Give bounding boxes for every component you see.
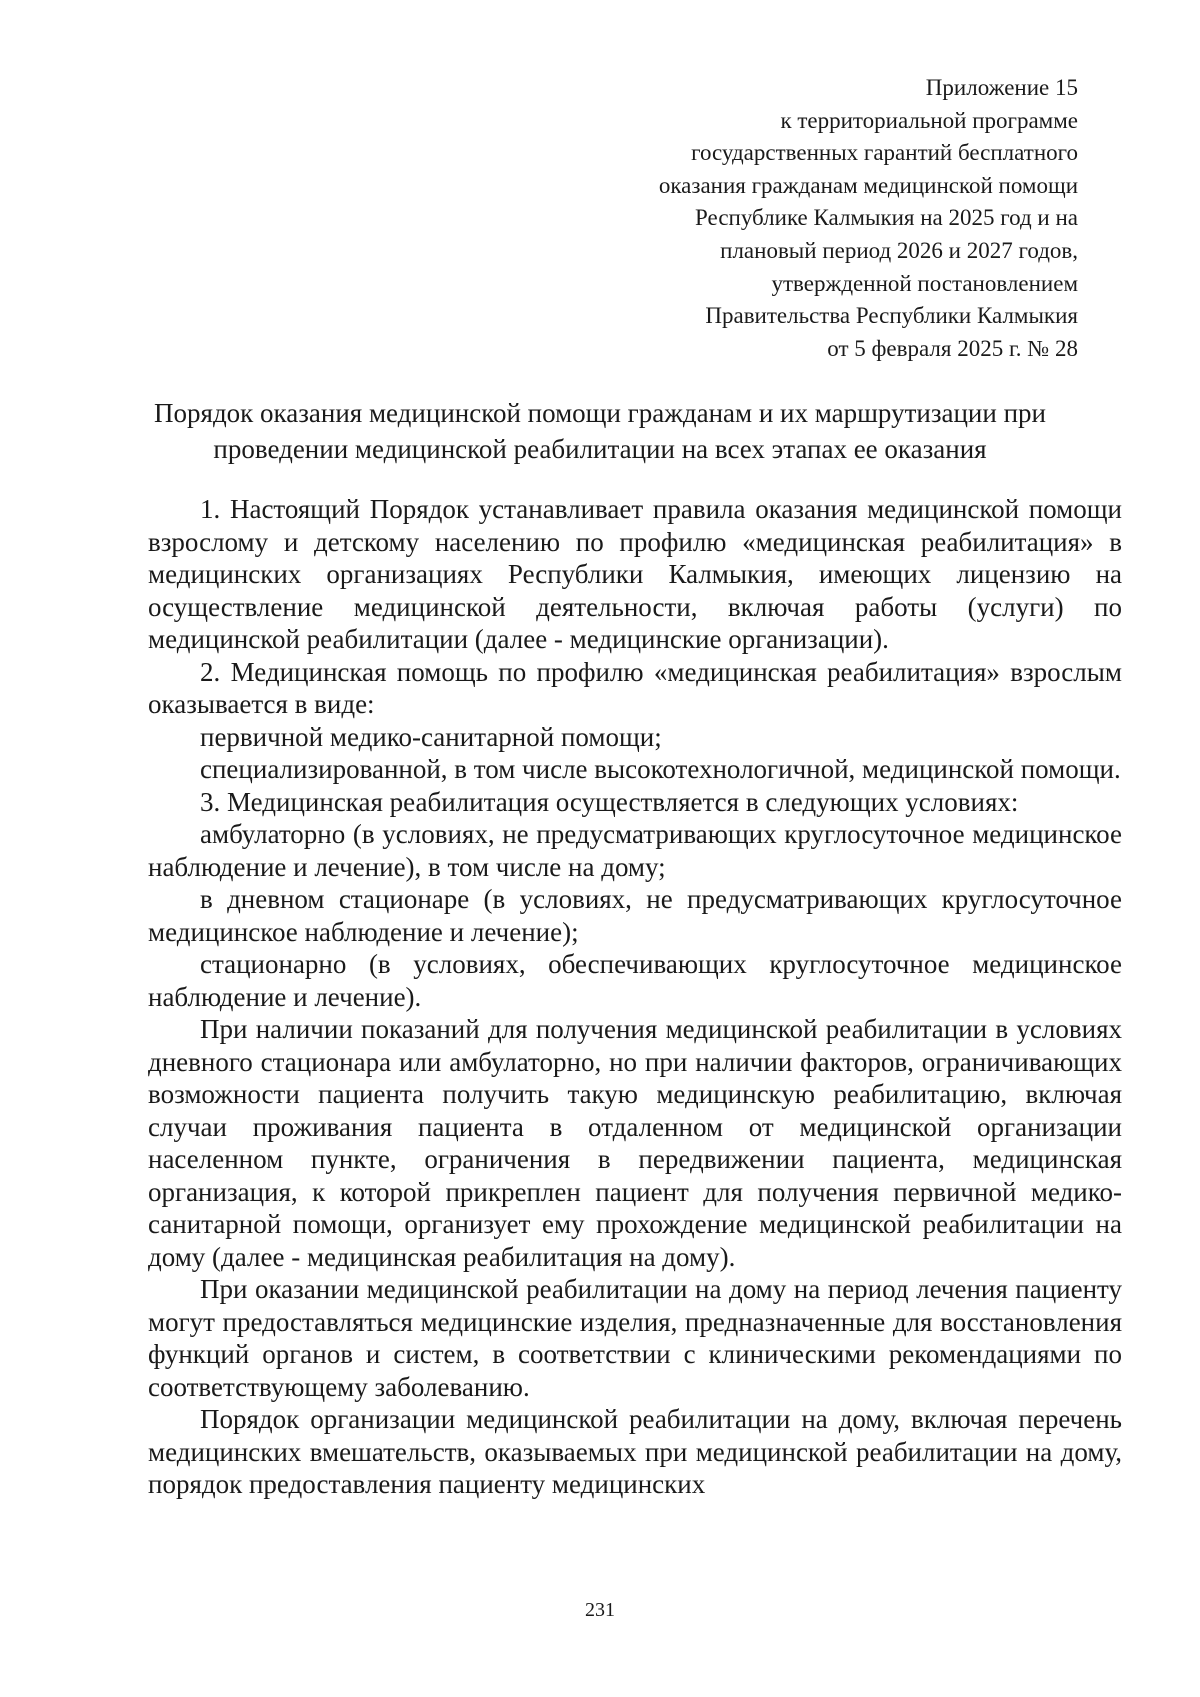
appendix-line: от 5 февраля 2025 г. № 28 [827,335,1078,361]
paragraph: При оказании медицинской реабилитации на дому на период лечения пациенту могут предоставляться медицинские изделия, предназначенные для восстановления функций органов и систем, в соответствии с клиническими рекомендациями по соответствующему заболеванию. [148,1274,1122,1402]
paragraph: специализированной, в том числе высокотехнологичной, медицинской помощи. [200,754,1121,784]
appendix-header [518,72,1078,365]
paragraph: первичной медико-санитарной помощи; [200,721,662,752]
paragraph: в дневном стационаре (в условиях, не предусматривающих круглосуточное медицинское наблюдение и лечение); [148,884,1122,947]
appendix-line: Приложение 15 [925,75,1078,100]
paragraph: 2. Медицинская помощь по профилю «медицинская реабилитация» взрослым оказывается в виде: [148,656,1122,719]
title-line: Порядок оказания медицинской помощи гражданам и их маршрутизации при [154,398,1046,428]
paragraph: стационарно (в условиях, обеспечивающих круглосуточное медицинское наблюдение и лечение). [148,949,1122,1012]
appendix-line: государственных гарантий бесплатного [691,140,1078,166]
paragraph: 1. Настоящий Порядок устанавливает правила оказания медицинской помощи взрослому и детскому населению по профилю «медицинская реабилитация» в медицинских организациях Республики Калмыкия, имеющих лицензию на осуществление медицинской деятельности, включая работы (услуги) по медицинской реабилитации (далее - медицинские организации). [148,494,1122,654]
paragraph: Порядок организации медицинской реабилитации на дому, включая перечень медицинских вмешательств, оказываемых при медицинской реабилитации на дому, порядок предоставления пациенту медицинских [148,1404,1122,1499]
paragraph: При наличии показаний для получения медицинской реабилитации в условиях дневного стационара или амбулаторно, но при наличии факторов, ограничивающих возможности пациента получить такую медицинскую реабилитацию, включая случаи проживания пациента в отдаленном от медицинской организации населенном пункте, ограничения в передвижении пациента, медицинская организация, к которой прикреплен пациент для получения первичной медико-санитарной помощи, организует ему прохождение медицинской реабилитации на дому (далее - медицинская реабилитация на дому). [148,1014,1122,1272]
paragraph: 3. Медицинская реабилитация осуществляется в следующих условиях: [200,786,1019,817]
appendix-line: утвержденной постановлением [771,270,1078,296]
title-line: проведении медицинской реабилитации на всех этапах ее оказания [213,434,987,464]
appendix-line: к территориальной программе [780,107,1078,133]
appendix-line: Правительства Республики Калмыкия [705,303,1078,329]
appendix-line: оказания гражданам медицинской помощи [658,172,1078,198]
appendix-line: плановый период 2026 и 2027 годов, [720,237,1078,263]
appendix-line: Республике Калмыкия на 2025 год и на [695,205,1078,231]
document-title [120,395,1080,467]
page-number: 231 [585,1599,615,1621]
paragraph: амбулаторно (в условиях, не предусматривающих круглосуточное медицинское наблюдение и лечение), в том числе на дому; [148,819,1122,882]
document-body [148,493,1122,1501]
